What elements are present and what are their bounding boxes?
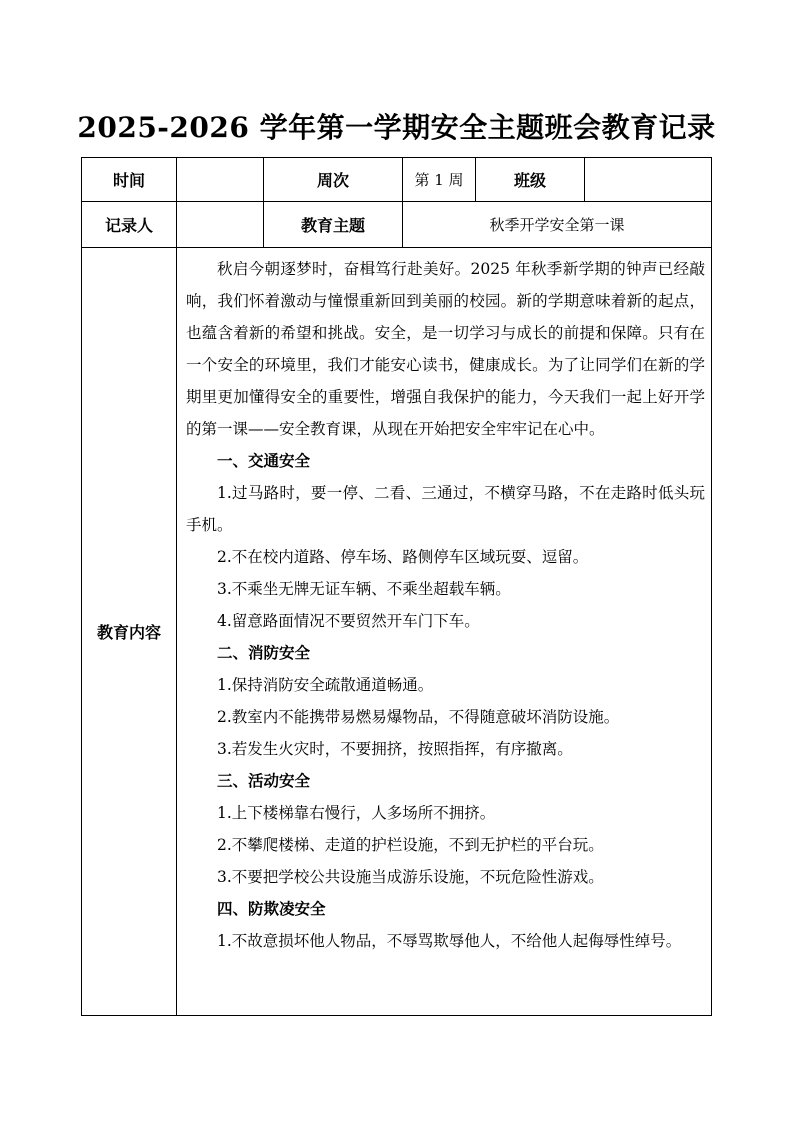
list-item: 1.不故意损坏他人物品，不辱骂欺辱他人，不给他人起侮辱性绰号。 [217,932,682,950]
time-value [177,158,264,202]
content-body [177,248,712,1016]
list-item: 1.保持消防安全疏散通道畅通。 [217,676,434,694]
record-table [81,157,712,1016]
section-title-fire: 二、消防安全 [217,643,311,662]
time-label: 时间 [82,158,177,202]
table-row-content [82,248,712,1016]
recorder-value [177,202,264,248]
list-item: 2.不攀爬楼梯、走道的护栏设施，不到无护栏的平台玩。 [217,836,604,854]
class-label: 班级 [476,158,585,202]
list-item: 1.上下楼梯靠右慢行，人多场所不拥挤。 [217,804,496,822]
document-title: 2025-2026 学年第一学期安全主题班会教育记录 [77,111,716,144]
recorder-label: 记录人 [82,202,177,248]
list-item: 1.过马路时，要一停、二看、三通过，不横穿马路，不在走路时低头玩手机。 [186,484,705,534]
table-row-recorder [82,202,712,248]
list-item: 4.留意路面情况不要贸然开车门下车。 [217,612,480,630]
class-value [585,158,712,202]
list-item: 3.若发生火灾时，不要拥挤，按照指挥，有序撤离。 [217,740,573,758]
section-title-activity: 三、活动安全 [217,771,311,790]
section-title-traffic: 一、交通安全 [217,451,311,470]
section-title-anti-bullying: 四、防欺凌安全 [217,899,326,918]
list-item: 2.不在校内道路、停车场、路侧停车区域玩耍、逗留。 [217,548,589,566]
list-item: 3.不要把学校公共设施当成游乐设施，不玩危险性游戏。 [217,868,604,886]
intro-paragraph: 秋启今朝逐梦时，奋楫笃行赴美好。2025 年秋季新学期的钟声已经敲响，我们怀着激动与憧憬重新回到美丽的校园。新的学期意味着新的起点，也蕴含着新的希望和挑战。安全，是一切学习与成长的前提和保障。只有在一个安全的环境里，我们才能安心读书，健康成长。为了让同学们在新的学期里更加懂得安全的重要性，增强自我保护的能力，今天我们一起上好开学的第一课——安全教育课，从现在开始把安全牢牢记在心中。 [186,260,705,438]
theme-label: 教育主题 [264,202,403,248]
table-row-time [82,158,712,202]
week-value: 第 1 周 [403,158,476,202]
list-item: 2.教室内不能携带易燃易爆物品，不得随意破坏消防设施。 [217,708,620,726]
content-label: 教育内容 [82,248,177,1016]
theme-value: 秋季开学安全第一课 [403,202,712,248]
week-label: 周次 [264,158,403,202]
list-item: 3.不乘坐无牌无证车辆、不乘坐超载车辆。 [217,580,511,598]
